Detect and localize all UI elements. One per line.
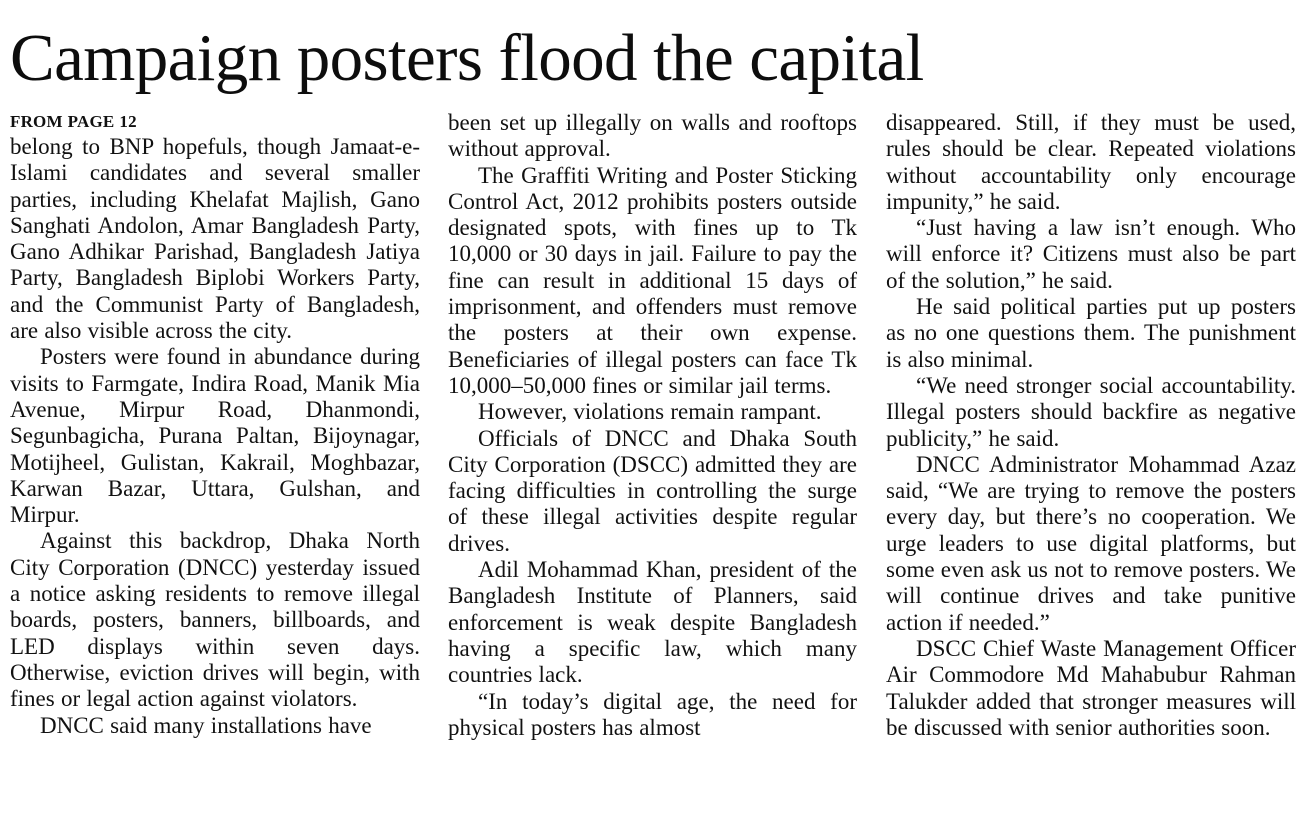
paragraph: “In today’s digital age, the need for physical posters has almost: [448, 688, 857, 740]
headline: Campaign posters flood the capital: [10, 21, 924, 95]
paragraph: DNCC said many installations have: [40, 712, 372, 738]
article-column-3: [886, 110, 1296, 741]
paragraph: However, violations remain rampant.: [478, 399, 822, 425]
paragraph: Officials of DNCC and Dhaka South City Corporation (DSCC) admitted they are facing difficulties in controlling the surge of these illegal activities despite regular drives.: [448, 425, 857, 556]
paragraph: disappeared. Still, if they must be used, rules should be clear. Repeated violations without accountability only encourage impunity,” he said.: [886, 110, 1296, 214]
paragraph: “We need stronger social accountability. Illegal posters should backfire as negative publicity,” he said.: [886, 372, 1296, 451]
paragraph: Against this backdrop, Dhaka North City Corporation (DNCC) yesterday issued a notice asking residents to remove illegal boards, posters, banners, billboards, and LED displays within seven days. Otherwise, eviction drives will begin, with fines or legal action against violators.: [10, 528, 420, 712]
paragraph: DSCC Chief Waste Management Officer Air Commodore Md Mahabubur Rahman Talukder added that stronger measures will be discussed with senior authorities soon.: [886, 635, 1296, 740]
kicker-from-page: FROM PAGE 12: [10, 112, 137, 131]
paragraph: belong to BNP hopefuls, though Jamaat-e-Islami candidates and several smaller parties, including Khelafat Majlish, Gano Sanghati Andolon, Amar Bangladesh Party, Gano Adhikar Parishad, Bangladesh Jatiya Party, Bangladesh Biplobi Workers Party, and the Communist Party of Bangladesh, are also visible across the city.: [10, 134, 420, 344]
paragraph: “Just having a law isn’t enough. Who will enforce it? Citizens must also be part of the solution,” he said.: [886, 215, 1296, 293]
paragraph: Adil Mohammad Khan, president of the Bangladesh Institute of Planners, said enforcement is weak despite Bangladesh having a specific law, which many countries lack.: [448, 557, 857, 688]
paragraph: The Graffiti Writing and Poster Sticking Control Act, 2012 prohibits posters outside designated spots, with fines up to Tk 10,000 or 30 days in jail. Failure to pay the fine can result in additional 15 days of imprisonment, and offenders must remove the posters at their own expense. Beneficiaries of illegal posters can face Tk 10,000–50,000 fines or similar jail terms.: [448, 162, 857, 398]
paragraph: been set up illegally on walls and rooftops without approval.: [448, 110, 857, 162]
paragraph: He said political parties put up posters as no one questions them. The punishment is also minimal.: [886, 294, 1296, 372]
article-column-2: [448, 110, 857, 741]
paragraph: DNCC Administrator Mohammad Azaz said, “We are trying to remove the posters every day, but there’s no cooperation. We urge leaders to use digital platforms, but some even ask us not to remove posters. We will continue drives and take punitive action if needed.”: [886, 451, 1296, 635]
paragraph: Posters were found in abundance during visits to Farmgate, Indira Road, Manik Mia Avenue, Mirpur Road, Dhanmondi, Segunbagicha, Purana Paltan, Bijoynagar, Motijheel, Gulistan, Kakrail, Moghbazar, Karwan Bazar, Uttara, Gulshan, and Mirpur.: [10, 344, 420, 528]
article-column-1: [10, 110, 420, 739]
